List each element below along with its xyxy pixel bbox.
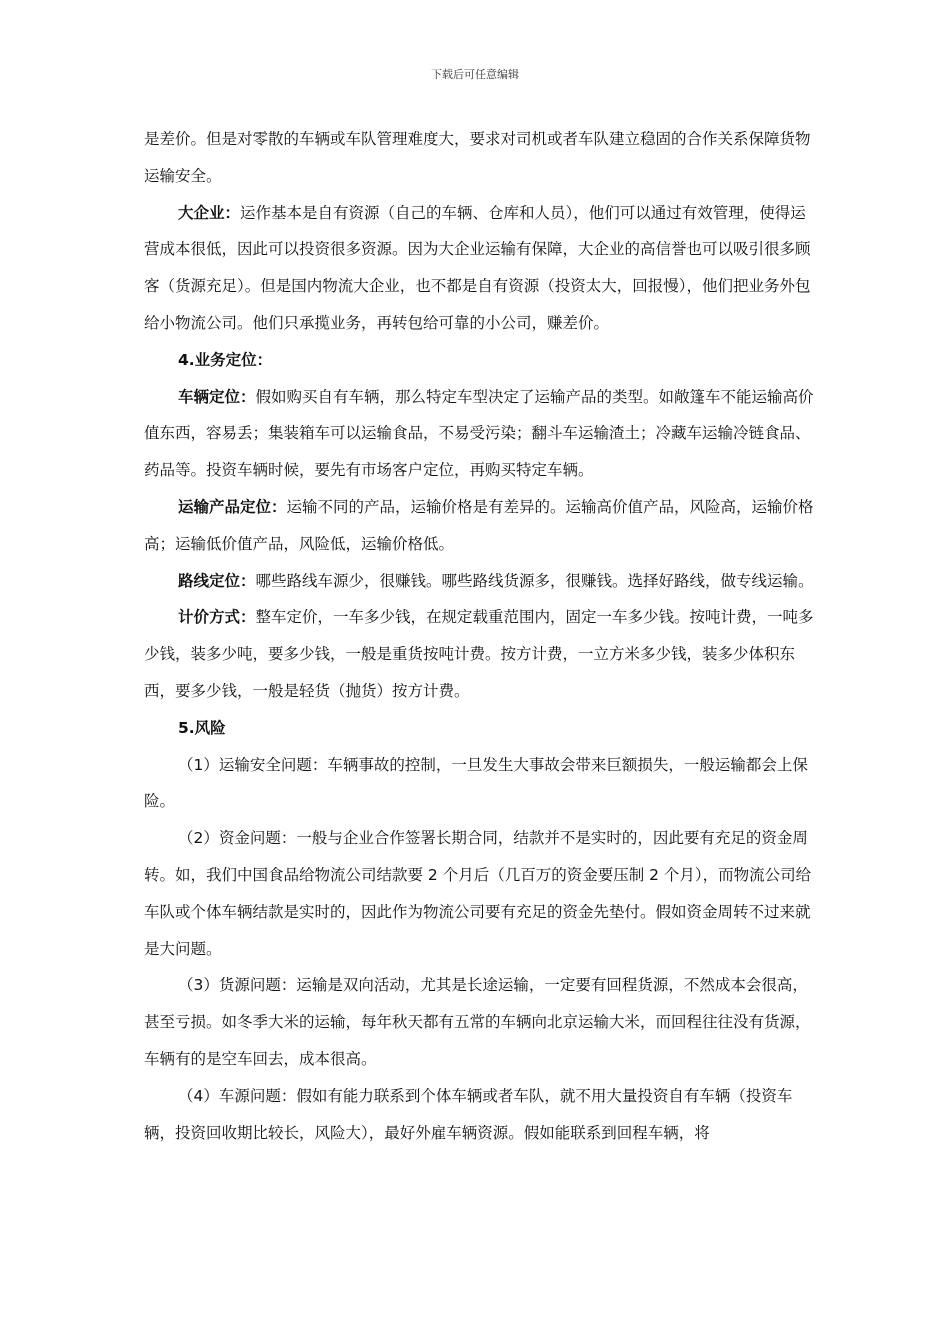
section-heading: 5.风险: [178, 718, 226, 737]
paragraph-lead: 路线定位：: [178, 571, 256, 590]
paragraph-risk-safety: [144, 747, 814, 821]
paragraph-text: （2）资金问题：一般与企业合作签署长期合同，结款并不是实时的，因此要有充足的资金周转。如，我们中国食品给物流公司结款要 2 个月后（几百万的资金要压制 2 个月），而物流公司给车队或个体车辆结款是实时的，因此作为物流公司要有充足的资金先垫付。假如资金周转不过来就是大问题。: [144, 829, 812, 958]
paragraph-large-enterprise: [144, 195, 814, 342]
paragraph-text: 运输不同的产品，运输价格是有差异的。运输高价值产品，风险高，运输价格高；运输低价值产品，风险低，运输价格低。: [144, 497, 814, 553]
section-heading-risk: [144, 710, 814, 747]
paragraph-text: 运作基本是自有资源（自己的车辆、仓库和人员），他们可以通过有效管理，使得运营成本很低，因此可以投资很多资源。因为大企业运输有保障，大企业的高信誉也可以吸引很多顾客（货源充足）。但是国内物流大企业，也不都是自有资源（投资太大，回报慢），他们把业务外包给小物流公司。他们只承揽业务，再转包给可靠的小公司，赚差价。: [144, 203, 811, 332]
paragraph-risk-funds: [144, 820, 814, 967]
paragraph-lead: 车辆定位：: [178, 387, 256, 406]
paragraph-product-positioning: [144, 489, 814, 563]
paragraph-risk-cargo: [144, 967, 814, 1077]
section-heading-business-positioning: [144, 342, 814, 379]
paragraph-lead: 大企业：: [178, 203, 241, 222]
paragraph-route-positioning: [144, 563, 814, 600]
paragraph-text: 整车定价，一车多少钱，在规定载重范围内，固定一车多少钱。按吨计费，一吨多少钱，装多少吨，要多少钱，一般是重货按吨计费。按方计费，一立方米多少钱，装多少体积东西，要多少钱，一般是轻货（抛货）按方计费。: [144, 608, 814, 700]
paragraph-text: 假如购买自有车辆，那么特定车型决定了运输产品的类型。如敞篷车不能运输高价值东西，容易丢；集装箱车可以运输食品，不易受污染；翻斗车运输渣土；冷藏车运输冷链食品、药品等。投资车辆时候，要先有市场客户定位，再购买特定车辆。: [144, 387, 814, 480]
paragraph-text: 是差价。但是对零散的车辆或车队管理难度大，要求对司机或者车队建立稳固的合作关系保障货物运输安全。: [144, 130, 811, 185]
paragraph-text: 哪些路线车源少，很赚钱。哪些路线货源多，很赚钱。选择好路线，做专线运输。: [255, 571, 814, 590]
document-body: [144, 121, 814, 1151]
paragraph-carry-over: [144, 121, 814, 195]
paragraph-text: （4）车源问题：假如有能力联系到个体车辆或者车队，就不用大量投资自有车辆（投资车辆，投资回收期比较长，风险大），最好外雇车辆资源。假如能联系到回程车辆，将: [144, 1086, 793, 1142]
paragraph-text: （3）货源问题：运输是双向活动，尤其是长途运输，一定要有回程货源，不然成本会很高，甚至亏损。如冬季大米的运输，每年秋天都有五常的车辆向北京运输大米，而回程往往没有货源，车辆有的是空车回去，成本很高。: [144, 976, 811, 1068]
paragraph-lead: 计价方式：: [178, 608, 256, 627]
paragraph-risk-vehicles: [144, 1078, 814, 1152]
paragraph-lead: 运输产品定位：: [178, 497, 287, 516]
paragraph-text: （1）运输安全问题：车辆事故的控制，一旦发生大事故会带来巨额损失，一般运输都会上保险。: [144, 755, 808, 811]
section-heading: 4.业务定位：: [178, 350, 273, 369]
page-header: 下载后可任意编辑: [431, 68, 519, 81]
paragraph-vehicle-positioning: [144, 379, 814, 489]
paragraph-pricing-method: [144, 599, 814, 709]
